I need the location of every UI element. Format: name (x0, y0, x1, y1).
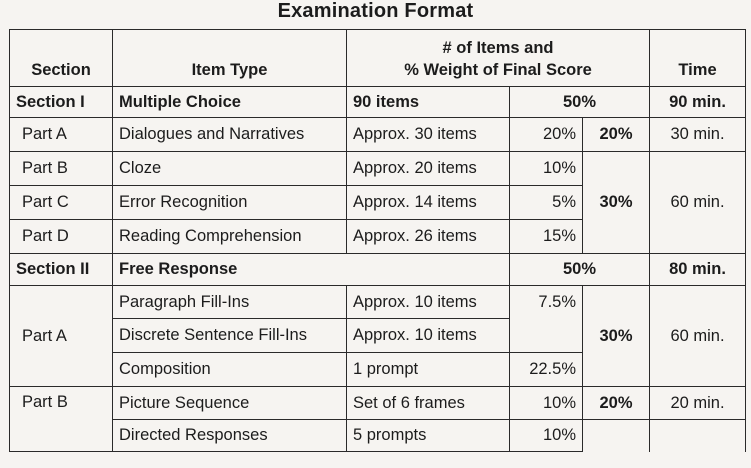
table-row (10, 152, 746, 186)
item-percent: 7.5% (510, 286, 583, 353)
item-type: Reading Comprehension (113, 220, 347, 254)
part-label: Part A (10, 118, 113, 152)
section1-row (10, 87, 746, 118)
section2-row (10, 254, 746, 286)
group-total: 20% (583, 118, 650, 152)
item-count: Approx. 20 items (347, 152, 510, 186)
header-section: Section (10, 30, 113, 87)
section2-time: 80 min. (650, 254, 746, 286)
item-type: Composition (113, 353, 347, 387)
item-count: Approx. 30 items (347, 118, 510, 152)
page-title: Examination Format (277, 0, 474, 22)
item-percent: 20% (510, 118, 583, 152)
section1-type: Multiple Choice (113, 87, 347, 118)
section2-weight: 50% (510, 254, 650, 286)
item-count: Set of 6 frames (347, 387, 510, 420)
part-label: Part C (10, 186, 113, 220)
item-type: Cloze (113, 152, 347, 186)
item-count: Approx. 10 items (347, 319, 510, 353)
group-total: 30% (583, 152, 650, 254)
group-time: 60 min. (650, 152, 746, 254)
section1-items: 90 items (347, 87, 510, 118)
header-items-weight-line1: # of Items and (442, 39, 554, 57)
item-count: Approx. 10 items (347, 286, 510, 319)
part-label: Part A (10, 286, 113, 387)
part-label: Part D (10, 220, 113, 254)
item-type: Paragraph Fill-Ins (113, 286, 347, 319)
group-total: 20% (583, 387, 650, 420)
header-items-weight (347, 30, 650, 87)
header-item-type: Item Type (113, 30, 347, 87)
item-type: Directed Responses (113, 420, 347, 452)
item-type: Picture Sequence (113, 387, 347, 420)
part-label: Part B (10, 387, 113, 452)
item-count: 5 prompts (347, 420, 510, 452)
item-percent: 10% (510, 420, 583, 452)
empty-cell (650, 420, 746, 452)
item-percent: 22.5% (510, 353, 583, 387)
item-percent: 10% (510, 387, 583, 420)
table-row (10, 118, 746, 152)
item-type: Dialogues and Narratives (113, 118, 347, 152)
item-count: Approx. 26 items (347, 220, 510, 254)
item-type: Discrete Sentence Fill-Ins (113, 319, 347, 353)
group-total: 30% (583, 286, 650, 387)
section2-name: Section II (10, 254, 113, 286)
section1-name: Section I (10, 87, 113, 118)
item-percent: 10% (510, 152, 583, 186)
empty-cell (583, 420, 650, 452)
header-time: Time (650, 30, 746, 87)
table-row (10, 286, 746, 319)
group-time: 20 min. (650, 387, 746, 420)
section2-type: Free Response (113, 254, 510, 286)
header-items-weight-line2: % Weight of Final Score (404, 61, 592, 79)
table-row (10, 420, 746, 452)
section1-weight: 50% (510, 87, 650, 118)
item-type: Error Recognition (113, 186, 347, 220)
group-time: 60 min. (650, 286, 746, 387)
item-percent: 5% (510, 186, 583, 220)
group-time: 30 min. (650, 118, 746, 152)
item-count: 1 prompt (347, 353, 510, 387)
item-percent: 15% (510, 220, 583, 254)
table-row (10, 387, 746, 420)
item-count: Approx. 14 items (347, 186, 510, 220)
part-label: Part B (10, 152, 113, 186)
header-row (10, 30, 746, 87)
examination-format-table (9, 29, 746, 452)
section1-time: 90 min. (650, 87, 746, 118)
